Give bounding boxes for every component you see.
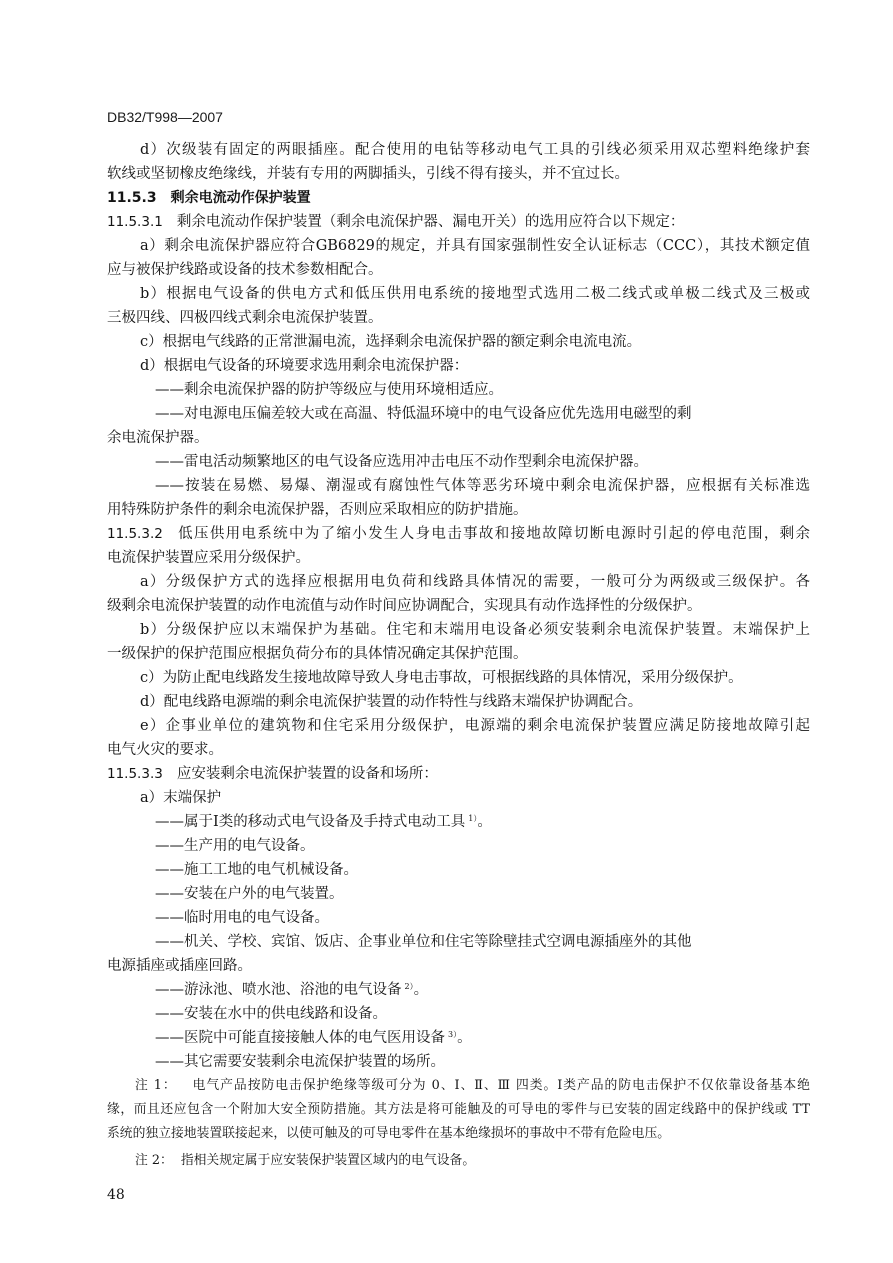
list-item <box>107 810 810 834</box>
clause-text: 剩余电流动作保护装置（剩余电流保护器、漏电开关）的选用应符合以下规定： <box>176 214 685 230</box>
page-number: 48 <box>107 1187 125 1203</box>
list-item: ——安装在水中的供电线路和设备。 <box>155 1006 387 1022</box>
text-line: c）根据电气线路的正常泄漏电流，选择剩余电流保护器的额定剩余电流电流。 <box>140 334 642 350</box>
note-1-line <box>107 1074 810 1098</box>
note-text: 电气产品按防电击保护绝缘等级可分为 0、Ⅰ、Ⅱ、Ⅲ 四类。Ⅰ类产品的防电击保护不仅依靠设备基本绝 <box>192 1078 810 1093</box>
text-line: 级剩余电流保护装置的动作电流值与动作时间应协调配合，实现具有动作选择性的分级保护。 <box>107 598 702 614</box>
list-item-text: ——医院中可能直接接触人体的电气医用设备 <box>155 1030 445 1046</box>
note-label: 注 1： <box>135 1078 177 1093</box>
list-item: ——对电源电压偏差较大或在高温、特低温环境中的电气设备应优先选用电磁型的剩 <box>155 406 692 422</box>
text-line: a）剩余电流保护器应符合GB6829的规定，并具有国家强制性安全认证标志（CCC），其技术额定值 <box>140 238 810 254</box>
footnote-marker: 2） <box>404 982 414 991</box>
text-line: 电流保护装置应采用分级保护。 <box>107 550 310 566</box>
notes-section <box>107 1074 810 1173</box>
list-item-tail: 。 <box>413 982 429 998</box>
list-item: ——安装在户外的电气装置。 <box>155 886 344 902</box>
text-line: 余电流保护器。 <box>107 430 209 446</box>
list-item: ——按装在易燃、易爆、潮湿或有腐蚀性气体等恶劣环境中剩余电流保护器，应根据有关标准选 <box>155 478 810 494</box>
list-item-tail: 。 <box>477 814 492 830</box>
clause-line <box>107 762 810 786</box>
clause-line <box>107 522 810 546</box>
text-line: a）末端保护 <box>140 790 222 806</box>
section-heading-title: 剩余电流动作保护装置 <box>170 190 311 206</box>
footnote-marker: 1） <box>468 814 478 823</box>
text-line: b）根据电气设备的供电方式和低压供用电系统的接地型式选用二极二线式或单极二线式及三极或 <box>140 286 810 302</box>
note-2-line <box>107 1149 810 1173</box>
list-item-tail: 。 <box>457 1030 472 1046</box>
footnote-marker: 3） <box>448 1030 458 1039</box>
list-item: ——施工工地的电气机械设备。 <box>155 862 358 878</box>
text-line: c）为防止配电线路发生接地故障导致人身电击事故，可根据线路的具体情况，采用分级保护。 <box>140 670 743 686</box>
list-item <box>107 978 810 1002</box>
list-item: ——临时用电的电气设备。 <box>155 910 329 926</box>
list-item: ——雷电活动频繁地区的电气设备应选用冲击电压不动作型剩余电流保护器。 <box>155 454 648 470</box>
clause-number: 11.5.3.3 <box>107 766 163 782</box>
text-line: d）根据电气设备的环境要求选用剩余电流保护器： <box>140 358 469 374</box>
text-line: 三极四线、四极四线式剩余电流保护装置。 <box>107 310 383 326</box>
list-item-text: ——游泳池、喷水池、浴池的电气设备 <box>155 982 402 998</box>
clause-text: 低压供用电系统中为了缩小发生人身电击事故和接地故障切断电源时引起的停电范围，剩余 <box>176 526 810 542</box>
clause-number: 11.5.3.2 <box>107 526 163 542</box>
text-line: e）企事业单位的建筑物和住宅采用分级保护，电源端的剩余电流保护装置应满足防接地故障引起 <box>140 718 810 734</box>
text-line: d）次级装有固定的两眼插座。配合使用的电钻等移动电气工具的引线必须采用双芯塑料绝缘护套 <box>140 142 810 158</box>
list-item-text: ——属于Ⅰ类的移动式电气设备及手持式电动工具 <box>155 814 466 830</box>
page-body <box>107 138 810 1074</box>
clause-number: 11.5.3 <box>107 190 157 206</box>
text-line: 电源插座或插座回路。 <box>107 958 252 974</box>
text-line: 用特殊防护条件的剩余电流保护器，否则应采取相应的防护措施。 <box>107 502 528 518</box>
text-line: 软线或坚韧橡皮绝缘线，并装有专用的两脚插头，引线不得有接头，并不宜过长。 <box>107 166 629 182</box>
section-heading <box>107 186 810 210</box>
clause-text: 应安装剩余电流保护装置的设备和场所： <box>176 766 438 782</box>
clause-line <box>107 210 810 234</box>
document-code-header: DB32/T998—2007 <box>107 109 223 125</box>
text-line: 电气火灾的要求。 <box>107 742 223 758</box>
list-item: ——机关、学校、宾馆、饭店、企事业单位和住宅等除壁挂式空调电源插座外的其他 <box>155 934 692 950</box>
text-line: d）配电线路电源端的剩余电流保护装置的动作特性与线路末端保护协调配合。 <box>140 694 643 710</box>
text-line: b）分级保护应以末端保护为基础。住宅和末端用电设备必须安装剩余电流保护装置。末端保护上 <box>140 622 810 638</box>
list-item <box>107 1026 810 1050</box>
note-text: 指相关规定属于应安装保护装置区域内的电气设备。 <box>180 1153 476 1168</box>
list-item: ——剩余电流保护器的防护等级应与使用环境相适应。 <box>155 382 503 398</box>
list-item: ——其它需要安装剩余电流保护装置的场所。 <box>155 1054 445 1070</box>
note-1-line: 系统的独立接地装置联接起来，以使可触及的可导电零件在基本绝缘损坏的事故中不带有危险电压。 <box>107 1126 671 1141</box>
list-item: ——生产用的电气设备。 <box>155 838 315 854</box>
text-line: 一级保护的保护范围应根据负荷分布的具体情况确定其保护范围。 <box>107 646 528 662</box>
note-label: 注 2： <box>135 1153 173 1168</box>
text-line: a）分级保护方式的选择应根据用电负荷和线路具体情况的需要，一般可分为两级或三级保护。各 <box>140 574 810 590</box>
text-line: 应与被保护线路或设备的技术参数相配合。 <box>107 262 383 278</box>
note-1-line: 缘，而且还应包含一个附加大安全预防措施。其方法是将可能触及的可导电的零件与已安装的固定线路中的保护线或 TT <box>107 1102 810 1117</box>
clause-number: 11.5.3.1 <box>107 214 163 230</box>
